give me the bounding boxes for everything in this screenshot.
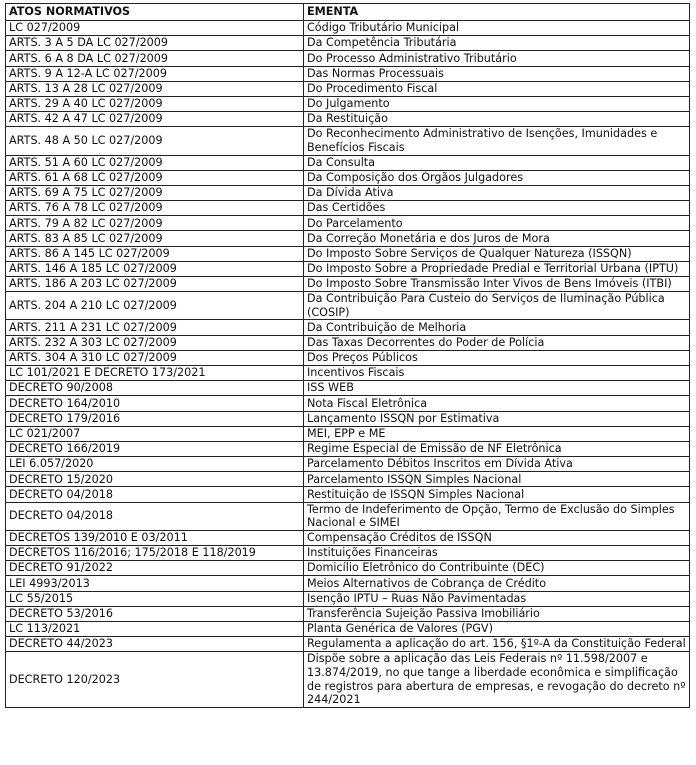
cell-ato-normativo: ARTS. 48 A 50 LC 027/2009 <box>6 127 304 155</box>
cell-ato-normativo: ARTS. 3 A 5 DA LC 027/2009 <box>6 36 304 51</box>
cell-ato-normativo: LEI 4993/2013 <box>6 576 304 591</box>
cell-ementa: Da Restituição <box>304 112 690 127</box>
cell-ato-normativo: ARTS. 186 A 203 LC 027/2009 <box>6 277 304 292</box>
cell-ementa: ISS WEB <box>304 381 690 396</box>
table-row <box>6 561 690 576</box>
cell-ato-normativo: DECRETO 90/2008 <box>6 381 304 396</box>
table-row <box>6 426 690 441</box>
cell-ato-normativo: ARTS. 232 A 303 LC 027/2009 <box>6 335 304 350</box>
table-row <box>6 530 690 545</box>
cell-ato-normativo: DECRETOS 116/2016; 175/2018 E 118/2019 <box>6 546 304 561</box>
cell-ementa: Meios Alternativos de Cobrança de Crédito <box>304 576 690 591</box>
cell-ato-normativo: ARTS. 69 A 75 LC 027/2009 <box>6 185 304 200</box>
table-row <box>6 381 690 396</box>
header-ementa: EMENTA <box>304 4 690 21</box>
cell-ato-normativo: ARTS. 83 A 85 LC 027/2009 <box>6 231 304 246</box>
cell-ementa: Do Parcelamento <box>304 216 690 231</box>
table-row <box>6 201 690 216</box>
cell-ementa: Da Composição dos Órgãos Julgadores <box>304 170 690 185</box>
cell-ato-normativo: DECRETO 166/2019 <box>6 441 304 456</box>
cell-ato-normativo: DECRETO 44/2023 <box>6 637 304 652</box>
cell-ato-normativo: ARTS. 61 A 68 LC 027/2009 <box>6 170 304 185</box>
cell-ementa: Regulamenta a aplicação do art. 156, §1º-A da Constituição Federal <box>304 637 690 652</box>
cell-ato-normativo: LC 113/2021 <box>6 621 304 636</box>
cell-ato-normativo: ARTS. 204 A 210 LC 027/2009 <box>6 292 304 320</box>
cell-ato-normativo: ARTS. 42 A 47 LC 027/2009 <box>6 112 304 127</box>
cell-ementa: Isenção IPTU – Ruas Não Pavimentadas <box>304 591 690 606</box>
cell-ato-normativo: LC 101/2021 E DECRETO 173/2021 <box>6 365 304 380</box>
cell-ementa: Do Imposto Sobre a Propriedade Predial e Territorial Urbana (IPTU) <box>304 261 690 276</box>
cell-ementa: Do Reconhecimento Administrativo de Isenções, Imunidades e Benefícios Fiscais <box>304 127 690 155</box>
table-row <box>6 335 690 350</box>
table-row <box>6 261 690 276</box>
cell-ato-normativo: ARTS. 13 A 28 LC 027/2009 <box>6 81 304 96</box>
cell-ementa: Nota Fiscal Eletrônica <box>304 396 690 411</box>
cell-ato-normativo: ARTS. 6 A 8 DA LC 027/2009 <box>6 51 304 66</box>
cell-ementa: MEI, EPP e ME <box>304 426 690 441</box>
table-row <box>6 246 690 261</box>
table-row <box>6 231 690 246</box>
cell-ato-normativo: DECRETO 15/2020 <box>6 472 304 487</box>
cell-ato-normativo: LC 55/2015 <box>6 591 304 606</box>
cell-ato-normativo: ARTS. 211 A 231 LC 027/2009 <box>6 320 304 335</box>
table-row <box>6 637 690 652</box>
table-row <box>6 320 690 335</box>
table-row <box>6 155 690 170</box>
table-row <box>6 457 690 472</box>
cell-ementa: Parcelamento Débitos Inscritos em Dívida Ativa <box>304 457 690 472</box>
cell-ementa: Dos Preços Públicos <box>304 350 690 365</box>
table-row <box>6 472 690 487</box>
cell-ementa: Das Normas Processuais <box>304 66 690 81</box>
cell-ementa: Da Competência Tributária <box>304 36 690 51</box>
table-row <box>6 546 690 561</box>
table-row <box>6 21 690 36</box>
table-row <box>6 36 690 51</box>
cell-ementa: Domicílio Eletrônico do Contribuinte (DEC) <box>304 561 690 576</box>
table-row <box>6 51 690 66</box>
table-row <box>6 396 690 411</box>
document-page <box>5 3 689 708</box>
cell-ementa: Da Consulta <box>304 155 690 170</box>
cell-ementa: Restituição de ISSQN Simples Nacional <box>304 487 690 502</box>
cell-ato-normativo: ARTS. 76 A 78 LC 027/2009 <box>6 201 304 216</box>
cell-ato-normativo: ARTS. 304 A 310 LC 027/2009 <box>6 350 304 365</box>
table-row <box>6 277 690 292</box>
cell-ementa: Da Contribuição de Melhoria <box>304 320 690 335</box>
cell-ementa: Dispõe sobre a aplicação das Leis Federais nº 11.598/2007 e 13.874/2019, no que tange a liberdade econômica e simplificação de registros para abertura de empresas, e revogação do decreto nº 244/2021 <box>304 652 690 707</box>
cell-ato-normativo: ARTS. 79 A 82 LC 027/2009 <box>6 216 304 231</box>
table-row <box>6 170 690 185</box>
cell-ato-normativo: LEI 6.057/2020 <box>6 457 304 472</box>
table-row <box>6 502 690 530</box>
cell-ementa: Do Processo Administrativo Tributário <box>304 51 690 66</box>
cell-ementa: Código Tributário Municipal <box>304 21 690 36</box>
table-row <box>6 292 690 320</box>
table-row <box>6 66 690 81</box>
cell-ementa: Das Taxas Decorrentes do Poder de Polícia <box>304 335 690 350</box>
cell-ementa: Da Correção Monetária e dos Juros de Mora <box>304 231 690 246</box>
table-row <box>6 350 690 365</box>
table-row <box>6 127 690 155</box>
cell-ementa: Do Imposto Sobre Serviços de Qualquer Natureza (ISSQN) <box>304 246 690 261</box>
cell-ementa: Incentivos Fiscais <box>304 365 690 380</box>
table-header-row <box>6 4 690 21</box>
table-row <box>6 96 690 111</box>
cell-ementa: Do Julgamento <box>304 96 690 111</box>
cell-ato-normativo: ARTS. 86 A 145 LC 027/2009 <box>6 246 304 261</box>
cell-ato-normativo: DECRETO 91/2022 <box>6 561 304 576</box>
cell-ato-normativo: DECRETO 04/2018 <box>6 487 304 502</box>
cell-ato-normativo: ARTS. 146 A 185 LC 027/2009 <box>6 261 304 276</box>
cell-ementa: Da Contribuição Para Custeio do Serviços de Iluminação Pública (COSIP) <box>304 292 690 320</box>
cell-ato-normativo: LC 027/2009 <box>6 21 304 36</box>
table-row <box>6 576 690 591</box>
cell-ato-normativo: DECRETO 04/2018 <box>6 502 304 530</box>
cell-ementa: Parcelamento ISSQN Simples Nacional <box>304 472 690 487</box>
table-row <box>6 652 690 707</box>
cell-ementa: Da Dívida Ativa <box>304 185 690 200</box>
cell-ato-normativo: DECRETO 179/2016 <box>6 411 304 426</box>
table-row <box>6 606 690 621</box>
cell-ato-normativo: ARTS. 29 A 40 LC 027/2009 <box>6 96 304 111</box>
table-row <box>6 185 690 200</box>
cell-ementa: Termo de Indeferimento de Opção, Termo de Exclusão do Simples Nacional e SIMEI <box>304 502 690 530</box>
cell-ementa: Instituições Financeiras <box>304 546 690 561</box>
header-atos-normativos: ATOS NORMATIVOS <box>6 4 304 21</box>
cell-ementa: Do Imposto Sobre Transmissão Inter Vivos de Bens Imóveis (ITBI) <box>304 277 690 292</box>
cell-ato-normativo: DECRETO 164/2010 <box>6 396 304 411</box>
table-row <box>6 411 690 426</box>
table-row <box>6 112 690 127</box>
cell-ato-normativo: LC 021/2007 <box>6 426 304 441</box>
cell-ementa: Das Certidões <box>304 201 690 216</box>
table-row <box>6 591 690 606</box>
table-row <box>6 81 690 96</box>
cell-ato-normativo: DECRETO 120/2023 <box>6 652 304 707</box>
cell-ementa: Planta Genérica de Valores (PGV) <box>304 621 690 636</box>
table-row <box>6 216 690 231</box>
table-row <box>6 365 690 380</box>
table-row <box>6 621 690 636</box>
cell-ementa: Transferência Sujeição Passiva Imobiliário <box>304 606 690 621</box>
cell-ementa: Compensação Créditos de ISSQN <box>304 530 690 545</box>
cell-ato-normativo: DECRETOS 139/2010 E 03/2011 <box>6 530 304 545</box>
table-row <box>6 441 690 456</box>
table-row <box>6 487 690 502</box>
cell-ato-normativo: ARTS. 51 A 60 LC 027/2009 <box>6 155 304 170</box>
cell-ato-normativo: ARTS. 9 A 12-A LC 027/2009 <box>6 66 304 81</box>
table-body <box>6 21 690 708</box>
cell-ementa: Lançamento ISSQN por Estimativa <box>304 411 690 426</box>
normative-acts-table <box>5 3 690 708</box>
cell-ato-normativo: DECRETO 53/2016 <box>6 606 304 621</box>
cell-ementa: Do Procedimento Fiscal <box>304 81 690 96</box>
cell-ementa: Regime Especial de Emissão de NF Eletrônica <box>304 441 690 456</box>
